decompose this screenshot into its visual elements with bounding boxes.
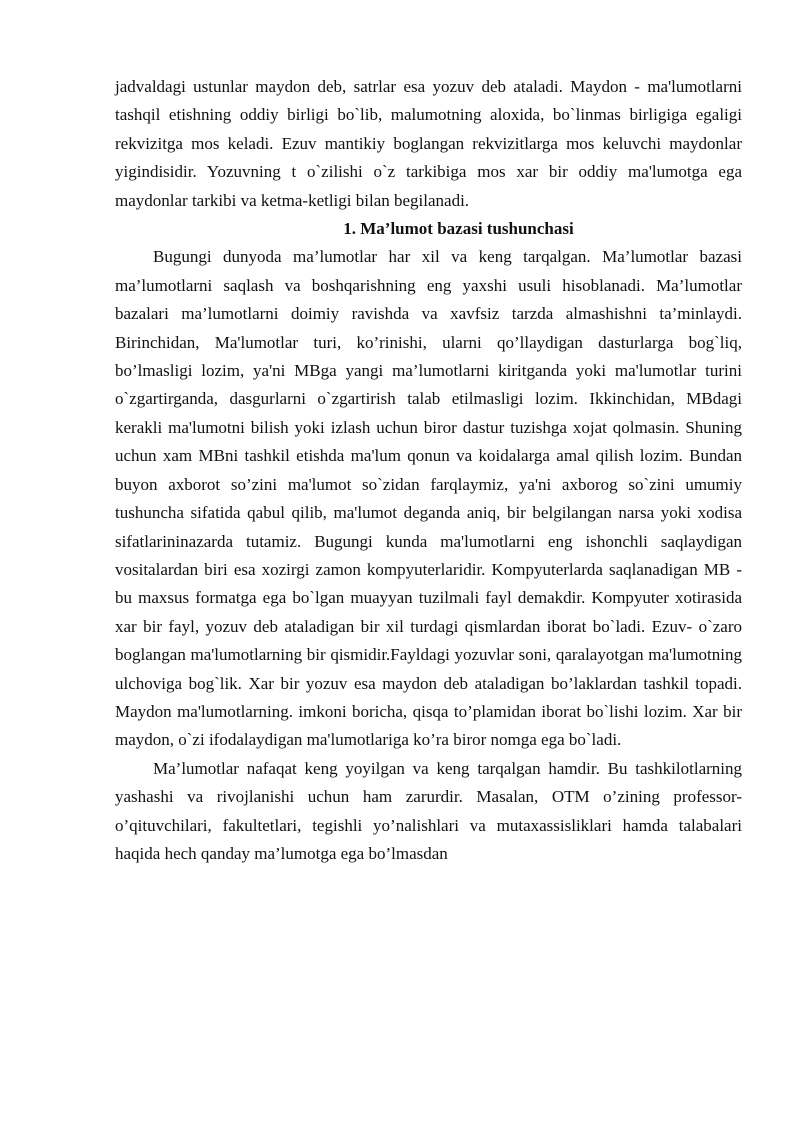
section-heading: 1. Ma’lumot bazasi tushunchasi — [343, 219, 574, 239]
body-paragraph-1: Bugungi dunyoda ma’lumotlar har xil va keng tarqalgan. Ma’lumotlar bazasi ma’lumotlarni saqlash va boshqarishning eng yaxshi usuli hisoblanadi. Ma’lumotlar bazalari ma’lumotlarni doimiy ravishda va xavfsiz tarzda almashishni ta’minlaydi. Birinchidan, Ma'lumotlar turi, ko’rinishi, ularni qo’llaydigan dasturlarga bog`liq, bo’lmasligi lozim, ya'ni MBga yangi ma’lumotlarni kiritganda yoki ma'lumotlar turini o`zgartirganda, dasgurlarni o`zgartirish talab etilmasligi lozim. Ikkinchidan, MBdagi kerakli ma'lumotni bilish yoki izlash uchun biror dastur tuzishga xojat qolmasin. Shuning uchun xam MBni tashkil etishda ma'lum qonun va koidalarga amal qilish lozim. Bundan buyon axborot so’zini ma'lumot so`zidan farqlaymiz, ya'ni axborog so`zini umumiy tushuncha sifatida qabul qilib, ma'lumot deganda aniq, bir belgilangan narsa yoki xodisa sifatlarininazarda tutamiz. Bugungi kunda ma'lumotlarni eng ishonchli saqlaydigan vositalardan biri esa xozirgi zamon kompyuterlaridir. Kompyuterlarda saqlanadigan MB - bu maxsus formatga ega bo`lgan muayyan tuzilmali fayl demakdir. Kompyuter xotirasida xar bir fayl, yozuv deb ataladigan bir xil turdagi qismlardan iborat bo`ladi. Ezuv- o`zaro boglangan ma'lumotlarning bir qismidir.Fayldagi yozuvlar soni, qaralayotgan ma'lumotning ulchoviga bog`lik. Xar bir yozuv esa maydon deb ataladigan bo’laklardan tashkil topadi. Maydon ma'lumotlarning. imkoni boricha, qisqa to’plamidan iborat bo`lishi lozim. Xar bir maydon, o`zi ifodalaydigan ma'lumotlariga ko’ra biror nomga ega bo`ladi. — [115, 247, 742, 750]
body-paragraph-2: Ma’lumotlar nafaqat keng yoyilgan va keng tarqalgan hamdir. Bu tashkilotlarning yashashi va rivojlanishi uchun ham zarurdir. Masalan, OTM o’zining professor-o’qituvchilari, fakultetlari, tegishli yo’nalishlari va mutaxassisliklari hamda talabalari haqida hech qanday ma’lumotga ega bo’lmasdan — [115, 758, 742, 863]
document-page — [115, 73, 742, 868]
intro-paragraph: jadvaldagi ustunlar maydon deb, satrlar esa yozuv deb ataladi. Maydon - ma'lumotlarni tashqil etishning oddiy birligi bo`lib, malumotning aloxida, bo`linmas birligiga egaligi rekvizitga mos keladi. Ezuv mantikiy boglangan rekvizitlarga mos keluvchi maydonlar yigindisidir. Yozuvning t o`zilishi o`z tarkibiga mos xar bir oddiy ma'lumotga ega maydonlar tarkibi va ketma-ketligi bilan begilanadi. — [115, 77, 742, 210]
